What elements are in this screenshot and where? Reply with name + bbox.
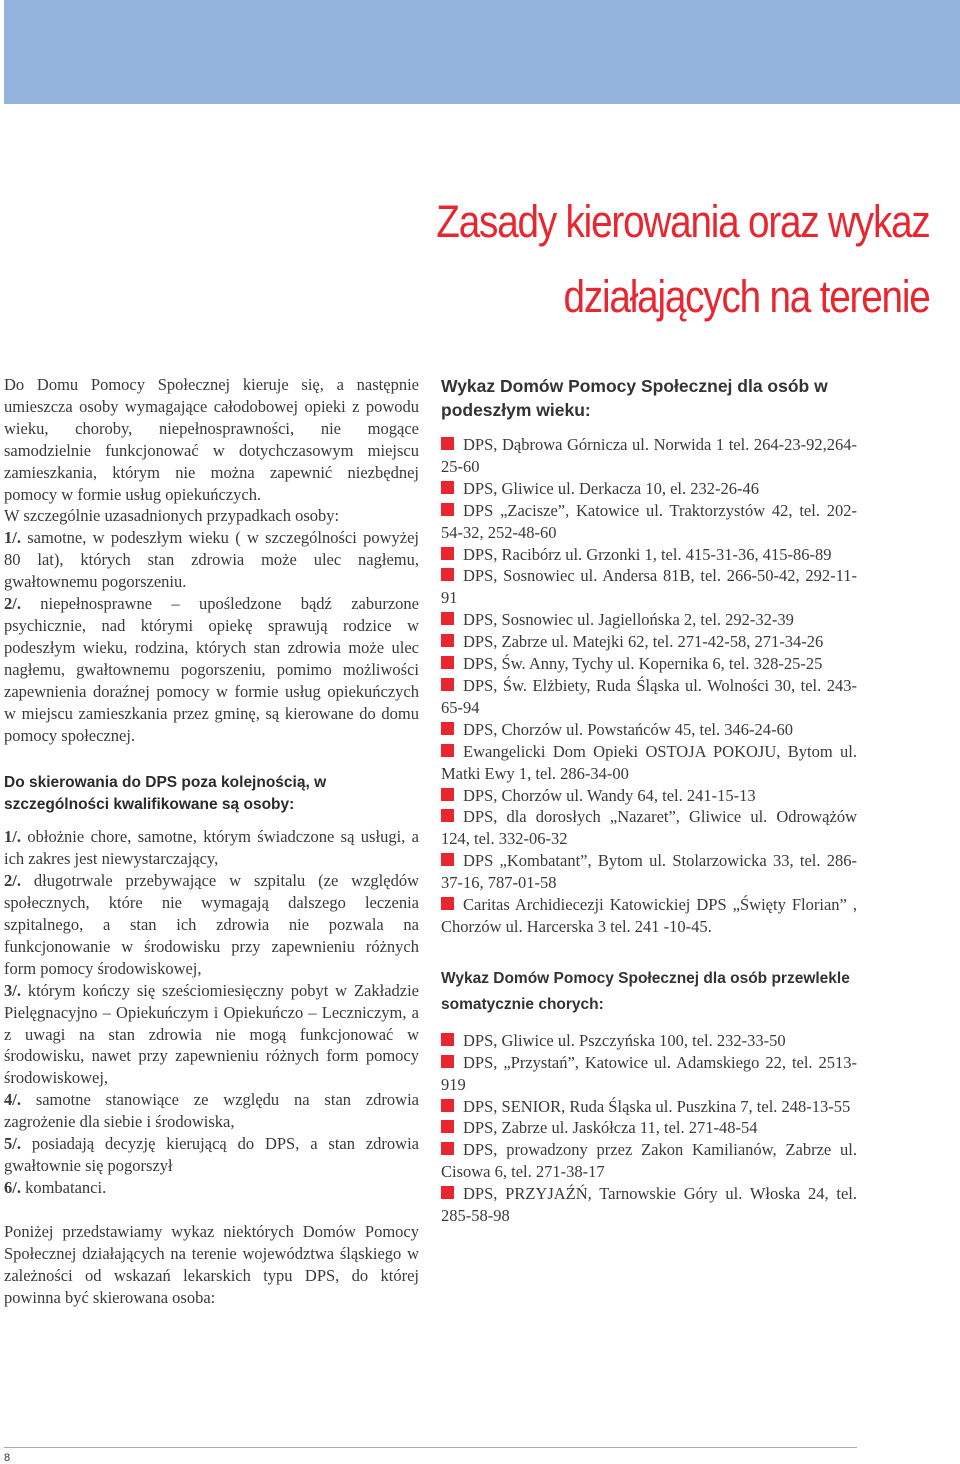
list-item-text: DPS, Zabrze ul. Matejki 62, tel. 271-42-58, 271-34-26 bbox=[463, 632, 824, 652]
priority-number: 5/. bbox=[4, 1134, 21, 1154]
list-item bbox=[441, 434, 857, 478]
list-item bbox=[441, 675, 857, 719]
list-item bbox=[441, 1052, 857, 1096]
list-item bbox=[441, 544, 857, 566]
red-square-bullet-icon bbox=[441, 1142, 454, 1155]
chronic-list-heading: Wykaz Domów Pomocy Społecznej dla osób przewlekle somatycznie chorych: bbox=[441, 969, 850, 1013]
red-square-bullet-icon bbox=[441, 1120, 454, 1133]
list-item-text: DPS, Chorzów ul. Wandy 64, tel. 241-15-13 bbox=[463, 785, 756, 805]
header-band bbox=[4, 0, 960, 104]
priority-number: 6/. bbox=[4, 1177, 21, 1197]
red-square-bullet-icon bbox=[441, 568, 454, 581]
priority-item bbox=[4, 1177, 419, 1199]
list-item bbox=[441, 1183, 857, 1227]
footer-divider bbox=[4, 1447, 857, 1448]
list-item-text: DPS, Dąbrowa Górnicza ul. Norwida 1 tel. 264-23-92,264-25-60 bbox=[441, 435, 857, 476]
red-square-bullet-icon bbox=[441, 897, 454, 910]
list-item bbox=[441, 741, 857, 785]
red-square-bullet-icon bbox=[441, 481, 454, 494]
priority-item bbox=[4, 1089, 419, 1133]
case-number: 2/. bbox=[4, 594, 21, 614]
list-item bbox=[441, 478, 857, 500]
list-item-text: DPS, SENIOR, Ruda Śląska ul. Puszkina 7, tel. 248-13-55 bbox=[463, 1096, 851, 1116]
case-item bbox=[4, 593, 419, 746]
priority-text: kombatanci. bbox=[20, 1177, 107, 1197]
page-number: 8 bbox=[4, 1452, 11, 1464]
list-item-text: Ewangelicki Dom Opieki OSTOJA POKOJU, Bytom ul. Matki Ewy 1, tel. 286-34-00 bbox=[441, 741, 857, 783]
red-square-bullet-icon bbox=[441, 612, 454, 625]
red-square-bullet-icon bbox=[441, 1033, 454, 1046]
red-square-bullet-icon bbox=[441, 809, 454, 822]
list-item-text: DPS „Zacisze”, Katowice ul. Traktorzystów 42, tel. 202-54-32, 252-48-60 bbox=[441, 500, 857, 542]
list-item-text: DPS, „Przystań”, Katowice ul. Adamskiego 22, tel. 2513-919 bbox=[441, 1052, 857, 1094]
priority-item bbox=[4, 870, 419, 980]
list-item bbox=[441, 631, 857, 653]
priority-number: 4/. bbox=[4, 1090, 21, 1110]
case-text: niepełnosprawne – upośledzone bądź zaburzone psychicznie, nad którymi opiekę sprawują rodzice w podeszłym wieku, rodzina, których stan zdrowia może ulec nagłemu, gwałtownemu pogorszeniu, pomimo możliwości zapewnienia doraźnej pomocy w formie usług opiekuńczych w miejscu zamieszkania przez gminę, są kierowane do domu pomocy społecznej. bbox=[4, 594, 419, 745]
case-text: samotne, w podeszłym wieku ( w szczególności powyżej 80 lat), których stan zdrowia może ulec nagłemu, gwałtownemu pogorszeniu. bbox=[4, 528, 419, 592]
list-item bbox=[441, 1096, 857, 1118]
red-square-bullet-icon bbox=[441, 744, 454, 757]
list-item bbox=[441, 894, 857, 938]
list-item-text: DPS, Gliwice ul. Pszczyńska 100, tel. 232-33-50 bbox=[463, 1030, 786, 1050]
priority-number: 3/. bbox=[4, 980, 21, 1000]
red-square-bullet-icon bbox=[441, 634, 454, 647]
list-item bbox=[441, 565, 857, 609]
priority-item bbox=[4, 1133, 419, 1177]
list-item-text: DPS, PRZYJAŹŃ, Tarnowskie Góry ul. Włoska 24, tel. 285-58-98 bbox=[441, 1184, 857, 1226]
priority-text: obłożnie chore, samotne, którym świadczone są usługi, a ich zakres jest niewystarczający, bbox=[4, 827, 419, 869]
priority-text: posiadają decyzję kierującą do DPS, a stan zdrowia gwałtownie się pogorszył bbox=[4, 1134, 419, 1175]
red-square-bullet-icon bbox=[441, 1055, 454, 1068]
red-square-bullet-icon bbox=[441, 656, 454, 669]
red-square-bullet-icon bbox=[441, 503, 454, 516]
list-item bbox=[441, 500, 857, 544]
case-number: 1/. bbox=[4, 528, 21, 548]
list-item-text: DPS, Św. Anny, Tychy ul. Kopernika 6, tel. 328-25-25 bbox=[463, 654, 823, 674]
red-square-bullet-icon bbox=[441, 1186, 454, 1199]
closing-paragraph: Poniżej przedstawiamy wykaz niektórych Domów Pomocy Społecznej działających na terenie województwa śląskiego w zależności od wskazań lekarskich typu DPS, do której powinna być skierowana osoba: bbox=[4, 1221, 419, 1307]
elderly-list-heading: Wykaz Domów Pomocy Społecznej dla osób w podeszłym wieku: bbox=[441, 376, 828, 420]
case-item bbox=[4, 527, 419, 593]
list-item-text: DPS, Chorzów ul. Powstańców 45, tel. 346-24-60 bbox=[463, 719, 793, 739]
list-item bbox=[441, 1139, 857, 1183]
priority-text: długotrwale przebywające w szpitalu (ze względów społecznych, które nie wymagają dalszego leczenia szpitalnego, a stan ich zdrowia nie pozwala na funkcjonowanie w środowisku przy zapewnieniu różnych form pomocy środowiskowej, bbox=[4, 871, 419, 978]
red-square-bullet-icon bbox=[441, 722, 454, 735]
list-item bbox=[441, 785, 857, 807]
priority-number: 1/. bbox=[4, 827, 21, 847]
right-column bbox=[441, 374, 857, 1227]
intro-paragraph: Do Domu Pomocy Społecznej kieruje się, a następnie umieszcza osoby wymagające całodobowej opieki z powodu wieku, choroby, niepełnosprawności, nie mogące samodzielnie funkcjonować w dotychczasowym miejscu zamieszkania, którym nie można zapewnić niezbędnej pomocy w formie usług opiekuńczych. bbox=[4, 375, 419, 504]
list-item bbox=[441, 1117, 857, 1139]
list-item bbox=[441, 609, 857, 631]
list-item-text: DPS, prowadzony przez Zakon Kamilianów, Zabrze ul. Cisowa 6, tel. 271-38-17 bbox=[441, 1140, 857, 1182]
special-cases-lead: W szczególnie uzasadnionych przypadkach osoby: bbox=[4, 506, 340, 526]
priority-item bbox=[4, 980, 419, 1090]
red-square-bullet-icon bbox=[441, 437, 454, 450]
list-item-text: DPS, Św. Elżbiety, Ruda Śląska ul. Wolności 30, tel. 243-65-94 bbox=[441, 675, 857, 717]
list-item-text: DPS, Zabrze ul. Jaskółcza 11, tel. 271-48-54 bbox=[463, 1118, 758, 1138]
red-square-bullet-icon bbox=[441, 853, 454, 866]
priority-text: którym kończy się sześciomiesięczny pobyt w Zakładzie Pielęgnacyjno – Opiekuńczym i Opiekuńczo – Leczniczym, a z uwagi na stan zdrowia nie mogą funkcjonować w środowisku, nawet przy zapewnieniu różnych form pomocy środowiskowej, bbox=[4, 980, 419, 1088]
red-square-bullet-icon bbox=[441, 547, 454, 560]
priority-item bbox=[4, 826, 419, 870]
page-title-line-2: działających na terenie bbox=[563, 271, 930, 322]
priority-number: 2/. bbox=[4, 871, 21, 891]
page-title bbox=[437, 184, 930, 334]
list-item-text: DPS „Kombatant”, Bytom ul. Stolarzowicka 33, tel. 286-37-16, 787-01-58 bbox=[441, 851, 857, 893]
red-square-bullet-icon bbox=[441, 678, 454, 691]
page-title-line-1: Zasady kierowania oraz wykaz bbox=[436, 196, 930, 247]
list-item bbox=[441, 806, 857, 850]
list-item-text: DPS, dla dorosłych „Nazaret”, Gliwice ul. Odrowążów 124, tel. 332-06-32 bbox=[441, 807, 857, 849]
red-square-bullet-icon bbox=[441, 788, 454, 801]
list-item-text: DPS, Sosnowiec ul. Jagiellońska 2, tel. 292-32-39 bbox=[463, 610, 794, 630]
list-item bbox=[441, 653, 857, 675]
list-item bbox=[441, 850, 857, 894]
list-item-text: DPS, Sosnowiec ul. Andersa 81B, tel. 266-50-42, 292-11-91 bbox=[441, 566, 857, 608]
red-square-bullet-icon bbox=[441, 1099, 454, 1112]
list-item bbox=[441, 719, 857, 741]
list-item bbox=[441, 1030, 857, 1052]
left-column bbox=[4, 374, 419, 1308]
list-item-text: DPS, Racibórz ul. Grzonki 1, tel. 415-31-36, 415-86-89 bbox=[463, 544, 832, 564]
list-item-text: Caritas Archidiecezji Katowickiej DPS „Święty Florian” , Chorzów ul. Harcerska 3 tel. 241 -10-45. bbox=[441, 895, 857, 936]
priority-text: samotne stanowiące ze względu na stan zdrowia zagrożenie dla siebie i środowiska, bbox=[4, 1090, 419, 1132]
list-item-text: DPS, Gliwice ul. Derkacza 10, el. 232-26-46 bbox=[463, 478, 760, 498]
priority-heading: Do skierowania do DPS poza kolejnością, w szczególności kwalifikowane są osoby: bbox=[4, 774, 327, 814]
